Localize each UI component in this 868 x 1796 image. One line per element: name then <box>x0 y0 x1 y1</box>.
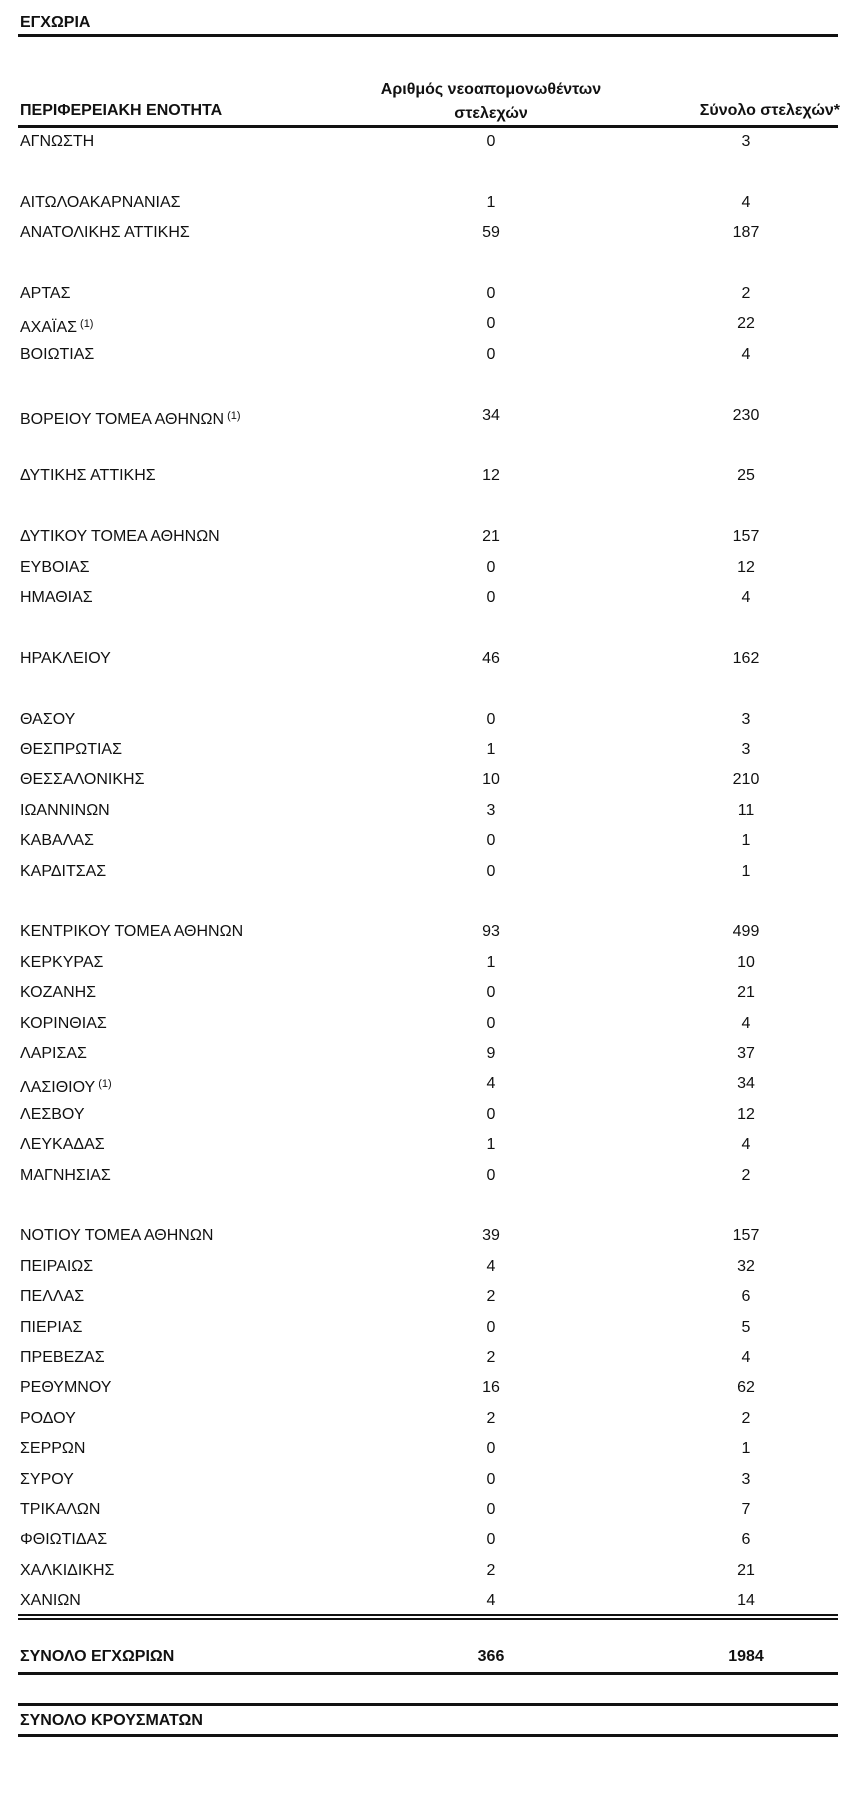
table-row <box>0 857 868 887</box>
column-header-new-isolated-line2: στελεχών <box>454 105 528 122</box>
spacer-row <box>0 370 868 400</box>
total-value: 2 <box>741 1166 751 1184</box>
table-row <box>0 1465 868 1495</box>
total-value: 157 <box>732 1227 760 1245</box>
region-name-text: ΑΝΑΤΟΛΙΚΗΣ ΑΤΤΙΚΗΣ <box>20 224 190 242</box>
table-row <box>0 1525 868 1555</box>
region-name <box>20 948 103 978</box>
new-isolated-value: 12 <box>482 467 500 485</box>
divider <box>18 1614 838 1616</box>
section-title: ΕΓΧΩΡΙΑ <box>20 14 91 31</box>
region-name <box>20 705 75 735</box>
new-isolated-value: 4 <box>486 1257 496 1275</box>
total-value: 10 <box>737 953 755 971</box>
totals-new: 366 <box>477 1648 505 1665</box>
region-name <box>20 1313 82 1343</box>
total-value: 5 <box>741 1318 751 1336</box>
new-isolated-value: 0 <box>486 862 496 880</box>
region-name <box>20 1373 111 1403</box>
table-row <box>0 1039 868 1069</box>
new-isolated-value: 59 <box>482 224 500 242</box>
new-isolated-value: 21 <box>482 528 500 546</box>
table-row <box>0 188 868 218</box>
region-name-text: ΦΘΙΩΤΙΔΑΣ <box>20 1531 108 1549</box>
region-name-text: ΔΥΤΙΚΗΣ ΑΤΤΙΚΗΣ <box>20 467 156 485</box>
total-value: 3 <box>741 710 751 728</box>
region-name-text: ΛΑΡΙΣΑΣ <box>20 1045 87 1062</box>
region-name <box>20 461 156 491</box>
new-isolated-value: 0 <box>486 345 496 363</box>
divider <box>18 1618 838 1620</box>
spacer-row <box>0 613 868 643</box>
table-row <box>0 826 868 856</box>
new-isolated-value: 4 <box>486 1592 496 1610</box>
total-value: 4 <box>741 1136 751 1154</box>
total-value: 4 <box>741 1349 751 1366</box>
table-row <box>0 1100 868 1130</box>
region-name-text: ΣΥΡΟΥ <box>20 1470 74 1488</box>
total-value: 21 <box>737 984 755 1002</box>
new-isolated-value: 0 <box>486 1105 496 1123</box>
total-value: 4 <box>741 345 751 363</box>
region-name <box>20 978 96 1008</box>
region-name <box>20 218 190 248</box>
new-isolated-value: 2 <box>486 1288 496 1306</box>
region-name <box>20 522 220 552</box>
total-value: 3 <box>741 1470 751 1488</box>
column-header-new-isolated-line1: Αριθμός νεοαπομονωθέντων <box>380 81 602 98</box>
table-row <box>0 765 868 795</box>
total-value: 162 <box>732 649 760 667</box>
table-row <box>0 340 868 370</box>
table-row <box>0 1556 868 1586</box>
region-name-text: ΛΕΥΚΑΔΑΣ <box>20 1136 105 1154</box>
total-value: 12 <box>737 558 755 576</box>
region-name <box>20 1434 85 1464</box>
region-name-text: ΑΙΤΩΛΟΑΚΑΡΝΑΝΙΑΣ <box>20 193 181 211</box>
new-isolated-value: 0 <box>486 1531 496 1549</box>
region-name-text: ΚΟΡΙΝΘΙΑΣ <box>20 1014 107 1032</box>
region-name <box>20 644 111 674</box>
region-name <box>20 1100 85 1130</box>
new-isolated-value: 9 <box>486 1045 496 1062</box>
table-row <box>0 1069 868 1099</box>
table-row <box>0 1434 868 1464</box>
region-name-text: ΡΟΔΟΥ <box>20 1409 76 1427</box>
total-value: 4 <box>741 193 751 211</box>
footer-label: ΣΥΝΟΛΟ ΚΡΟΥΣΜΑΤΩΝ <box>20 1712 203 1729</box>
total-value: 3 <box>741 133 751 150</box>
region-name-text: ΠΕΙΡΑΙΩΣ <box>20 1257 94 1275</box>
total-value: 6 <box>741 1288 751 1306</box>
table-row <box>0 309 868 339</box>
region-name-text: ΘΑΣΟΥ <box>20 710 76 728</box>
spacer-row <box>0 249 868 279</box>
table-row <box>0 1130 868 1160</box>
region-name <box>20 1465 74 1495</box>
region-name <box>20 765 144 795</box>
region-name <box>20 1343 105 1373</box>
total-value: 1 <box>741 1440 751 1458</box>
total-value: 230 <box>732 406 760 424</box>
total-value: 12 <box>737 1105 755 1123</box>
region-name <box>20 309 93 343</box>
region-name-text: ΡΕΘΥΜΝΟΥ <box>20 1379 112 1397</box>
new-isolated-value: 1 <box>486 741 496 758</box>
region-name <box>20 1556 114 1586</box>
table-row <box>0 1282 868 1312</box>
region-name <box>20 1252 93 1282</box>
region-name-text: ΘΕΣΣΑΛΟΝΙΚΗΣ <box>20 771 145 789</box>
region-name-text: ΝΟΤΙΟΥ ΤΟΜΕΑ ΑΘΗΝΩΝ <box>20 1227 214 1245</box>
region-name-text: ΚΕΡΚΥΡΑΣ <box>20 953 104 971</box>
new-isolated-value: 34 <box>482 406 500 424</box>
table-row <box>0 553 868 583</box>
region-name-text: ΜΑΓΝΗΣΙΑΣ <box>20 1166 111 1184</box>
region-name <box>20 1221 213 1251</box>
total-value: 499 <box>732 923 760 941</box>
region-name-text: ΛΑΣΙΘΙΟΥ <box>20 1079 96 1097</box>
table-row <box>0 644 868 674</box>
region-name <box>20 401 241 435</box>
region-name-text: ΕΥΒΟΙΑΣ <box>20 558 90 576</box>
region-name-text: ΚΑΒΑΛΑΣ <box>20 832 94 850</box>
table-row <box>0 1313 868 1343</box>
region-name <box>20 1161 111 1191</box>
region-name-text: ΚΟΖΑΝΗΣ <box>20 984 97 1002</box>
new-isolated-value: 0 <box>486 710 496 728</box>
table-row <box>0 1343 868 1373</box>
table-row <box>0 461 868 491</box>
region-name-text: ΑΡΤΑΣ <box>20 285 71 302</box>
new-isolated-value: 39 <box>482 1227 500 1245</box>
region-name-text: ΒΟΙΩΤΙΑΣ <box>20 345 95 363</box>
total-value: 3 <box>741 741 751 758</box>
total-value: 210 <box>732 771 760 789</box>
total-value: 11 <box>737 801 755 819</box>
total-value: 1 <box>741 832 751 850</box>
totals-total: 1984 <box>728 1648 764 1665</box>
region-name-text: ΧΑΛΚΙΔΙΚΗΣ <box>20 1561 115 1579</box>
region-name-text: ΘΕΣΠΡΩΤΙΑΣ <box>20 741 122 758</box>
divider <box>18 1734 838 1737</box>
region-name <box>20 1525 107 1555</box>
region-name <box>20 1586 81 1616</box>
table-row <box>0 948 868 978</box>
totals-row <box>0 1642 868 1672</box>
new-isolated-value: 0 <box>486 1014 496 1032</box>
region-name <box>20 1039 87 1069</box>
table-row <box>0 1404 868 1434</box>
table-row <box>0 1495 868 1525</box>
new-isolated-value: 1 <box>486 953 496 971</box>
table-row <box>0 583 868 613</box>
region-name-text: ΣΕΡΡΩΝ <box>20 1440 86 1458</box>
totals-label: ΣΥΝΟΛΟ ΕΓΧΩΡΙΩΝ <box>20 1648 175 1665</box>
region-name <box>20 735 122 765</box>
table-row <box>0 796 868 826</box>
spacer-row <box>0 674 868 704</box>
region-name <box>20 857 106 887</box>
footnote-marker: (1) <box>98 1078 112 1091</box>
region-name <box>20 188 181 218</box>
region-name <box>20 1282 84 1312</box>
new-isolated-value: 0 <box>486 558 496 576</box>
new-isolated-value: 0 <box>486 285 496 302</box>
new-isolated-value: 0 <box>486 1501 496 1518</box>
region-name-text: ΧΑΝΙΩΝ <box>20 1592 81 1610</box>
new-isolated-value: 1 <box>486 193 496 211</box>
table-row <box>0 1161 868 1191</box>
new-isolated-value: 0 <box>486 1470 496 1488</box>
table-row <box>0 1252 868 1282</box>
table-row <box>0 735 868 765</box>
divider <box>18 1672 838 1675</box>
region-name-text: ΔΥΤΙΚΟΥ ΤΟΜΕΑ ΑΘΗΝΩΝ <box>20 528 220 546</box>
table-row <box>0 522 868 552</box>
new-isolated-value: 10 <box>482 771 500 789</box>
footnote-marker: (1) <box>227 409 241 422</box>
new-isolated-value: 46 <box>482 649 500 667</box>
region-name <box>20 826 94 856</box>
table-row <box>0 1009 868 1039</box>
total-value: 7 <box>741 1501 751 1518</box>
total-value: 4 <box>741 589 751 606</box>
table-row <box>0 127 868 157</box>
new-isolated-value: 0 <box>486 315 496 333</box>
divider <box>18 34 838 37</box>
new-isolated-value: 0 <box>486 1440 496 1458</box>
spacer-row <box>0 431 868 461</box>
table-row <box>0 401 868 431</box>
total-value: 14 <box>737 1592 755 1610</box>
table-row <box>0 218 868 248</box>
region-name-text: ΑΧΑΪΑΣ <box>20 319 78 337</box>
region-name-text: ΤΡΙΚΑΛΩΝ <box>20 1501 101 1518</box>
total-value: 34 <box>737 1075 755 1093</box>
region-name-text: ΠΡΕΒΕΖΑΣ <box>20 1349 105 1366</box>
spacer-row <box>0 492 868 522</box>
new-isolated-value: 2 <box>486 1561 496 1579</box>
region-name <box>20 583 93 613</box>
spacer-row <box>0 1191 868 1221</box>
region-name <box>20 279 71 309</box>
region-name <box>20 1009 107 1039</box>
spacer-row <box>0 157 868 187</box>
total-value: 4 <box>741 1014 751 1032</box>
total-value: 62 <box>737 1379 755 1397</box>
total-value: 25 <box>737 467 755 485</box>
table-row <box>0 279 868 309</box>
new-isolated-value: 3 <box>486 801 496 819</box>
region-name-text: ΙΩΑΝΝΙΝΩΝ <box>20 801 110 819</box>
total-value: 22 <box>737 315 755 333</box>
new-isolated-value: 93 <box>482 923 500 941</box>
table-row <box>0 1586 868 1616</box>
total-value: 37 <box>737 1045 755 1062</box>
table-row <box>0 978 868 1008</box>
region-name <box>20 917 243 947</box>
region-name <box>20 1069 112 1103</box>
region-name-text: ΚΑΡΔΙΤΣΑΣ <box>20 862 107 880</box>
table-row <box>0 1373 868 1403</box>
region-name-text: ΗΜΑΘΙΑΣ <box>20 589 93 606</box>
new-isolated-value: 0 <box>486 832 496 850</box>
table-row <box>0 917 868 947</box>
column-header-region: ΠΕΡΙΦΕΡΕΙΑΚΗ ΕΝΟΤΗΤΑ <box>20 102 223 119</box>
region-name-text: ΠΙΕΡΙΑΣ <box>20 1318 83 1336</box>
new-isolated-value: 0 <box>486 984 496 1002</box>
new-isolated-value: 0 <box>486 589 496 606</box>
region-name-text: ΒΟΡΕΙΟΥ ΤΟΜΕΑ ΑΘΗΝΩΝ <box>20 410 225 428</box>
region-name <box>20 796 110 826</box>
region-name-text: ΑΓΝΩΣΤΗ <box>20 133 95 150</box>
total-value: 2 <box>741 1409 751 1427</box>
region-name <box>20 127 94 157</box>
region-name <box>20 340 94 370</box>
new-isolated-value: 0 <box>486 1166 496 1184</box>
total-value: 32 <box>737 1257 755 1275</box>
total-value: 2 <box>741 285 751 302</box>
new-isolated-value: 0 <box>486 133 496 150</box>
total-value: 6 <box>741 1531 751 1549</box>
footer-row <box>0 1706 868 1736</box>
new-isolated-value: 0 <box>486 1318 496 1336</box>
new-isolated-value: 1 <box>486 1136 496 1154</box>
footnote-marker: (1) <box>80 318 94 331</box>
region-name-text: ΛΕΣΒΟΥ <box>20 1105 85 1123</box>
table-row <box>0 705 868 735</box>
table-row <box>0 1221 868 1251</box>
region-name <box>20 1495 100 1525</box>
column-header-total: Σύνολο στελεχών* <box>699 102 840 119</box>
region-name-text: ΗΡΑΚΛΕΙΟΥ <box>20 649 111 667</box>
region-name-text: ΠΕΛΛΑΣ <box>20 1288 85 1306</box>
spacer-row <box>0 887 868 917</box>
new-isolated-value: 4 <box>486 1075 496 1093</box>
total-value: 187 <box>732 224 760 242</box>
new-isolated-value: 2 <box>486 1409 496 1427</box>
total-value: 1 <box>741 862 751 880</box>
region-name <box>20 1130 105 1160</box>
new-isolated-value: 16 <box>482 1379 500 1397</box>
region-name <box>20 553 89 583</box>
total-value: 21 <box>737 1561 755 1579</box>
region-name <box>20 1404 76 1434</box>
total-value: 157 <box>732 528 760 546</box>
column-header-new-isolated <box>341 78 641 126</box>
new-isolated-value: 2 <box>486 1349 496 1366</box>
region-name-text: ΚΕΝΤΡΙΚΟΥ ΤΟΜΕΑ ΑΘΗΝΩΝ <box>20 923 244 941</box>
